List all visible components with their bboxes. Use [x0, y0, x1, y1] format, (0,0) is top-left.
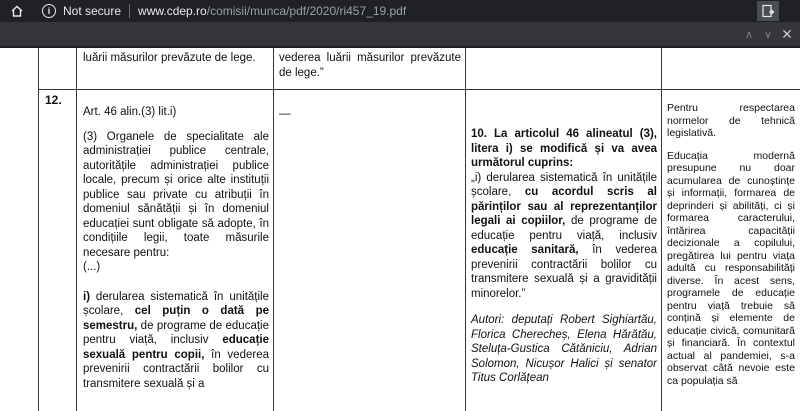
- url-text[interactable]: [138, 4, 406, 18]
- authors: Autori: deputați Robert Sighiartău, Florica Cherecheș, Elena Hărătău, Steluța-Gustica Cătăniciu, Adrian Solomon, Nicușor Halici și senator Titus Corlățean: [471, 314, 657, 384]
- find-close-icon[interactable]: ✕: [781, 25, 793, 42]
- item-text-c: de programe de educație pentru viață, inclusiv: [83, 319, 269, 346]
- table-border: [661, 48, 662, 411]
- open-in-app-icon[interactable]: [757, 1, 779, 21]
- motivation-p2: Educația modernă presupune nu doar acumularea de cunoștințe și informații, formarea de deprinderi și abilități, ci și formarea caracterului, întărirea capacității decizionale a copilului, pregătirea lui pentru viața adultă cu responsabilități diverse. În acest sens, programele de educație pentru viață trebuie să conțină și elemente de educație civică, comunitară și financiară. În contextul actual al pandemiei, s-a observat câtă nevoie este ca populația să: [667, 149, 795, 387]
- dash-cell: —: [279, 108, 291, 120]
- prev-row-col2: vederea luării măsurilor prevăzute de lege.”: [279, 52, 461, 79]
- item-text-e: în vederea prevenirii contractării bolilor cu transmitere sexuală și a: [83, 348, 269, 390]
- table-border: [465, 48, 466, 411]
- find-next-icon[interactable]: ∨: [763, 28, 773, 41]
- article-paragraph: (3) Organele de specialitate ale administrației publice centrale, autoritățile administrației publice locale, precum și orice alte instituții publice sau private cu atribuții în domeniul sănătății și în domeniul educației sunt obligate să adopte, în condițiile legii, toate măsurile necesare pentru:: [83, 130, 269, 259]
- find-bar: [0, 22, 800, 48]
- not-secure-label[interactable]: Not secure: [63, 4, 122, 18]
- amendment-text-a: „i) derularea sistematică în unitățile școlare,: [471, 171, 657, 198]
- amendment-text-d: educație sanitară,: [471, 244, 579, 256]
- amendment-heading: 10. La articolul 46 alineatul (3), litera i) se modifică și va avea următorul cuprins:: [471, 128, 657, 169]
- item-text-d: educație sexuală pentru copii,: [83, 334, 269, 361]
- url-host: www.cdep.ro: [138, 4, 207, 18]
- table-border: [38, 48, 39, 411]
- table-border: [38, 89, 800, 90]
- article-title: Art. 46 alin.(3) lit.i): [83, 106, 177, 118]
- info-icon[interactable]: i: [42, 4, 56, 18]
- divider: [129, 4, 130, 18]
- home-icon[interactable]: [6, 0, 28, 22]
- amendment-text-b: cu acordul scris al părinților sau al reprezentanților legali ai copiilor,: [471, 186, 657, 227]
- item-text-a: derularea sistematică în unitățile școlare,: [83, 290, 269, 317]
- current-text-cell: [83, 105, 269, 399]
- amendment-text-e: în vederea prevenirii contractării bolilor cu transmitere sexuală și a gravidității minorelor.”: [471, 244, 657, 300]
- prev-row-col1: luării măsurilor prevăzute de lege.: [83, 52, 256, 64]
- amendment-text: [471, 171, 657, 302]
- motivation-p1: Pentru respectarea normelor de tehnică legislativă.: [667, 102, 795, 139]
- ellipsis: (...): [83, 261, 101, 273]
- address-bar: [0, 0, 800, 22]
- table-border: [76, 48, 77, 411]
- item-letter: i): [83, 290, 91, 303]
- row-number: 12.: [45, 93, 62, 107]
- article-item: [83, 290, 269, 392]
- find-input[interactable]: [0, 22, 731, 46]
- motivation-cell: [667, 102, 795, 395]
- table-border: [273, 48, 274, 411]
- url-path: /comisii/munca/pdf/2020/ri457_19.pdf: [206, 4, 407, 18]
- amendment-cell: [471, 127, 657, 394]
- pdf-page: [0, 48, 800, 411]
- item-text-b: cel puțin o dată pe semestru,: [83, 305, 269, 332]
- find-previous-icon[interactable]: ∧: [744, 28, 754, 41]
- amendment-text-c: de programe de educație pentru viață, inclusiv: [471, 215, 657, 242]
